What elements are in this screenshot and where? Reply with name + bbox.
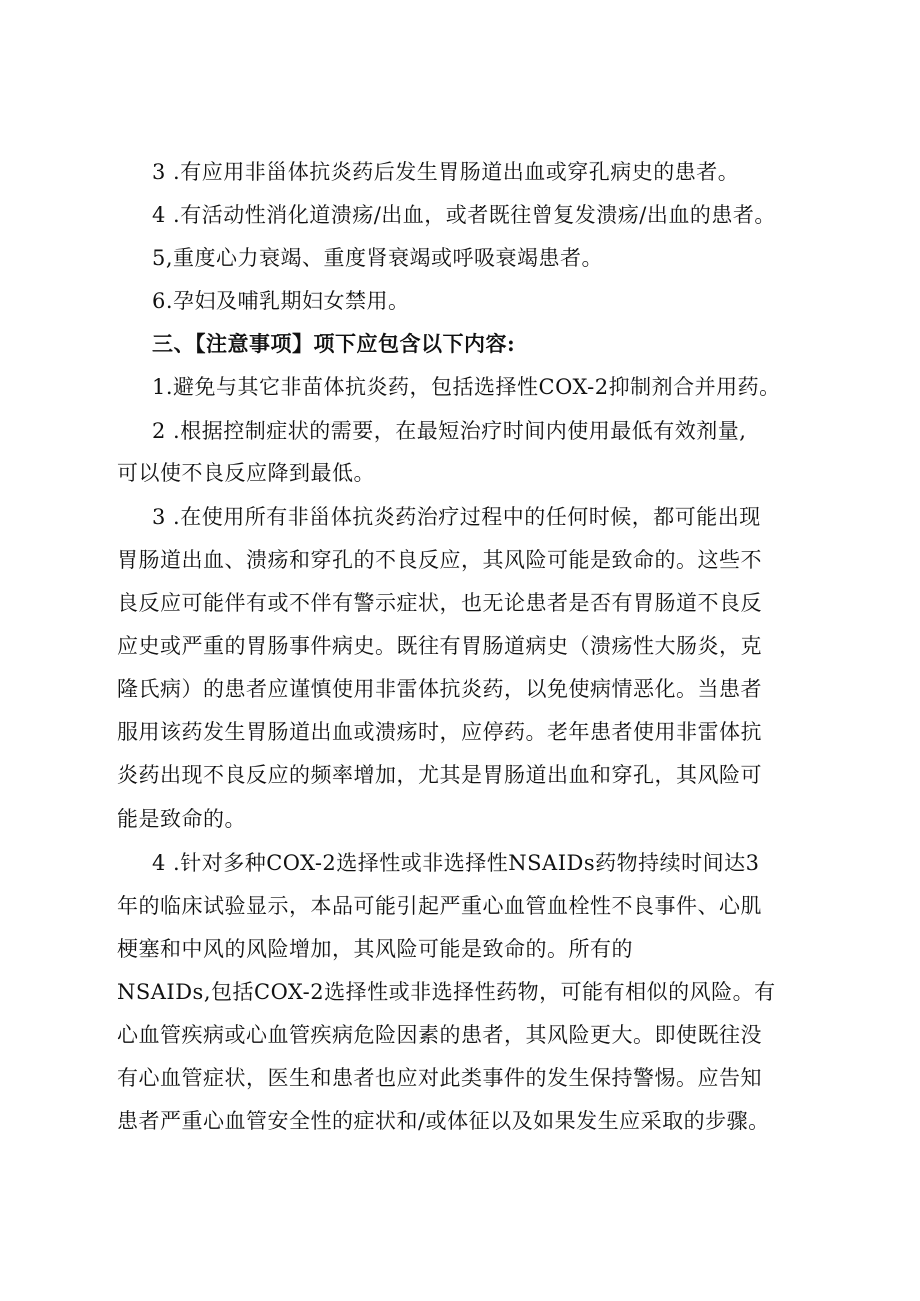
contraindication-item-3: 3 .有应用非甾体抗炎药后发生胃肠道出血或穿孔病史的患者。	[152, 160, 740, 184]
precaution-item-3-line: 应史或严重的胃肠事件病史。既往有胃肠道病史（溃疡性大肠炎，克	[117, 634, 762, 658]
contraindication-item-6: 6.孕妇及哺乳期妇女禁用。	[152, 289, 410, 313]
precaution-item-3-line: 服用该药发生胃肠道出血或溃疡时，应停药。老年患者使用非雷体抗	[117, 720, 762, 744]
precaution-item-3-line: 炎药出现不良反应的频率增加，尤其是胃肠道出血和穿孔，其风险可	[117, 763, 762, 787]
precaution-item-4-line: 年的临床试验显示，本品可能引起严重心血管血栓性不良事件、心肌	[117, 894, 762, 918]
precaution-item-4-line: 患者严重心血管安全性的症状和/或体征以及如果发生应采取的步骤。	[117, 1109, 770, 1133]
precaution-item-4-line: 心血管疾病或心血管疾病危险因素的患者，其风险更大。即使既往没	[117, 1023, 762, 1047]
precaution-item-4-line: 梗塞和中风的风险增加，其风险可能是致命的。所有的	[117, 937, 633, 961]
precaution-item-4-line: NSAIDs,包括COX-2选择性或非选择性药物，可能有相似的风险。有	[117, 980, 776, 1004]
precaution-item-3-line: 能是致命的。	[117, 807, 246, 831]
precaution-item-4-line: 4 .针对多种COX-2选择性或非选择性NSAIDs药物持续时间达3	[152, 851, 760, 875]
precaution-item-2-line: 2 .根据控制症状的需要，在最短治疗时间内使用最低有效剂量,	[152, 419, 747, 443]
precaution-item-3-line: 良反应可能伴有或不伴有警示症状，也无论患者是否有胃肠道不良反	[117, 591, 762, 615]
contraindication-item-5: 5,重度心力衰竭、重度肾衰竭或呼吸衰竭患者。	[152, 246, 604, 270]
precaution-item-2-line: 可以使不良反应降到最低。	[117, 461, 375, 485]
precaution-item-1: 1.避免与其它非苗体抗炎药，包括选择性COX-2抑制剂合并用药。	[152, 375, 781, 399]
precaution-item-3-line: 3 .在使用所有非甾体抗炎药治疗过程中的任何时候，都可能出现	[152, 505, 761, 529]
precautions-heading: 三、【注意事项】项下应包含以下内容:	[152, 331, 516, 356]
precaution-item-3-line: 隆氏病）的患者应谨慎使用非雷体抗炎药，以免使病情恶化。当患者	[117, 677, 762, 701]
precaution-item-3-line: 胃肠道出血、溃疡和穿孔的不良反应，其风险可能是致命的。这些不	[117, 548, 762, 572]
precaution-item-4-line: 有心血管症状，医生和患者也应对此类事件的发生保持警惕。应告知	[117, 1066, 762, 1090]
contraindication-item-4: 4 .有活动性消化道溃疡/出血，或者既往曾复发溃疡/出血的患者。	[152, 203, 776, 227]
